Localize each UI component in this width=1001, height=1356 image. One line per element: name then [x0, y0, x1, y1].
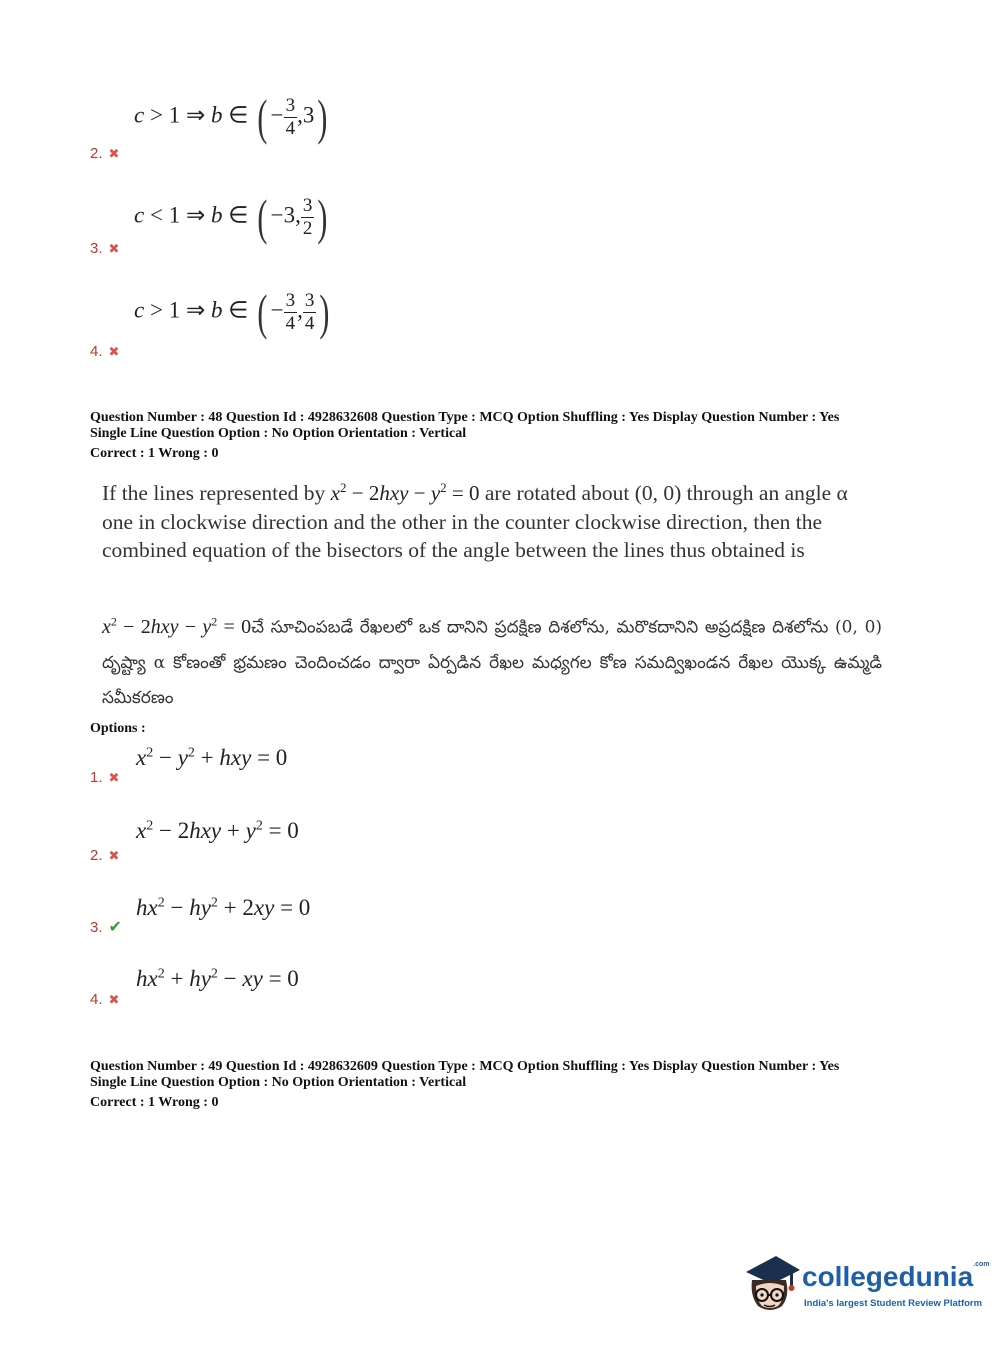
option-math: c > 1 ⇒ b ∈ ( − $\frac{3}{4}$ ,3): [134, 89, 328, 145]
q48-meta-line3: Correct : 1 Wrong : 0: [90, 446, 219, 461]
logo-suffix: .com: [973, 1261, 990, 1268]
q48-english-post: are rotated about (0, 0) through an angle α one in clockwise direction and the other in the counter clockwise direction, then the combined equation of the bisectors of the angle between the lines thus obtained is: [102, 481, 848, 562]
option-number: 4. ✖: [90, 991, 120, 1008]
q48-english-text: [102, 474, 882, 565]
check-icon: ✔: [108, 917, 122, 936]
wrong-icon: ✖: [108, 993, 120, 1008]
q49-meta-line1: Question Number : 49 Question Id : 4928632609 Question Type : MCQ Option Shuffling : Yes Display Question Number : Yes: [90, 1059, 840, 1074]
wrong-icon: ✖: [108, 849, 120, 864]
option-math: $x^2 - y^2$ + hxy = 0: [136, 745, 288, 770]
q48-telugu-body: చే సూచింపబడే రేఖలలో ఒక దానిని ప్రదక్షిణ దిశలోను, మరొకదానిని అప్రదక్షిణ దిశలోను (0, 0) దృష్ట్యా α కోణంతో భ్రమణం చెందించడం ద్వారా ఏర్పడిన రేఖల మధ్యగల కోణ సమద్విఖండన రేఖల యొక్క ఉమ్మడి సమీకరణం: [102, 617, 883, 708]
option-math: $hx^2 + hy^2$ − xy = 0: [136, 966, 299, 991]
wrong-icon: ✖: [108, 345, 120, 360]
option-number: 2. ✖: [90, 145, 120, 162]
q49-meta-line2: Single Line Question Option : No Option Orientation : Vertical: [90, 1075, 467, 1090]
q48-equation: $x^2 - 2hxy - y^2 = 0$: [330, 480, 480, 505]
wrong-icon: ✖: [108, 771, 120, 786]
q48-meta-line2: Single Line Question Option : No Option Orientation : Vertical: [90, 426, 467, 441]
q48-meta-line1: Question Number : 48 Question Id : 4928632608 Question Type : MCQ Option Shuffling : Yes Display Question Number : Yes: [90, 410, 840, 425]
option-math: $x^2 - 2hxy + y^2 = 0$: [136, 818, 299, 843]
option-number: 3. ✖: [90, 240, 120, 257]
options-label: Options :: [90, 721, 146, 736]
q48-telugu-equation: $x^2 - 2hxy - y^2 = 0$: [102, 614, 252, 638]
collegedunia-logo: [742, 1250, 990, 1320]
option-math: c > 1 ⇒ b ∈ ( − $\frac{3}{4}$ , $\frac{3}{4}$ ): [134, 284, 330, 340]
option-number: 3. ✔: [90, 917, 122, 936]
option-number: 4. ✖: [90, 343, 120, 360]
logo-tagline: India's largest Student Review Platform: [804, 1298, 983, 1309]
logo-wordmark: collegedunia$^{.com}$: [802, 1261, 990, 1292]
q48-telugu-text: [102, 604, 882, 716]
q48-english-pre: If the lines represented by: [102, 481, 326, 505]
option-number: 1. ✖: [90, 769, 120, 786]
wrong-icon: ✖: [108, 242, 120, 257]
q49-meta-line3: Correct : 1 Wrong : 0: [90, 1095, 219, 1110]
option-math: c < 1 ⇒ b ∈ ( −3, $\frac{3}{2}$ ): [134, 189, 328, 245]
q49-meta: [90, 1059, 839, 1111]
student-mascot-icon: [742, 1250, 802, 1316]
wrong-icon: ✖: [108, 147, 120, 162]
q48-meta: [90, 410, 839, 462]
option-number: 2. ✖: [90, 847, 120, 864]
option-math: $hx^2 - hy^2 + 2xy = 0$: [136, 895, 311, 920]
